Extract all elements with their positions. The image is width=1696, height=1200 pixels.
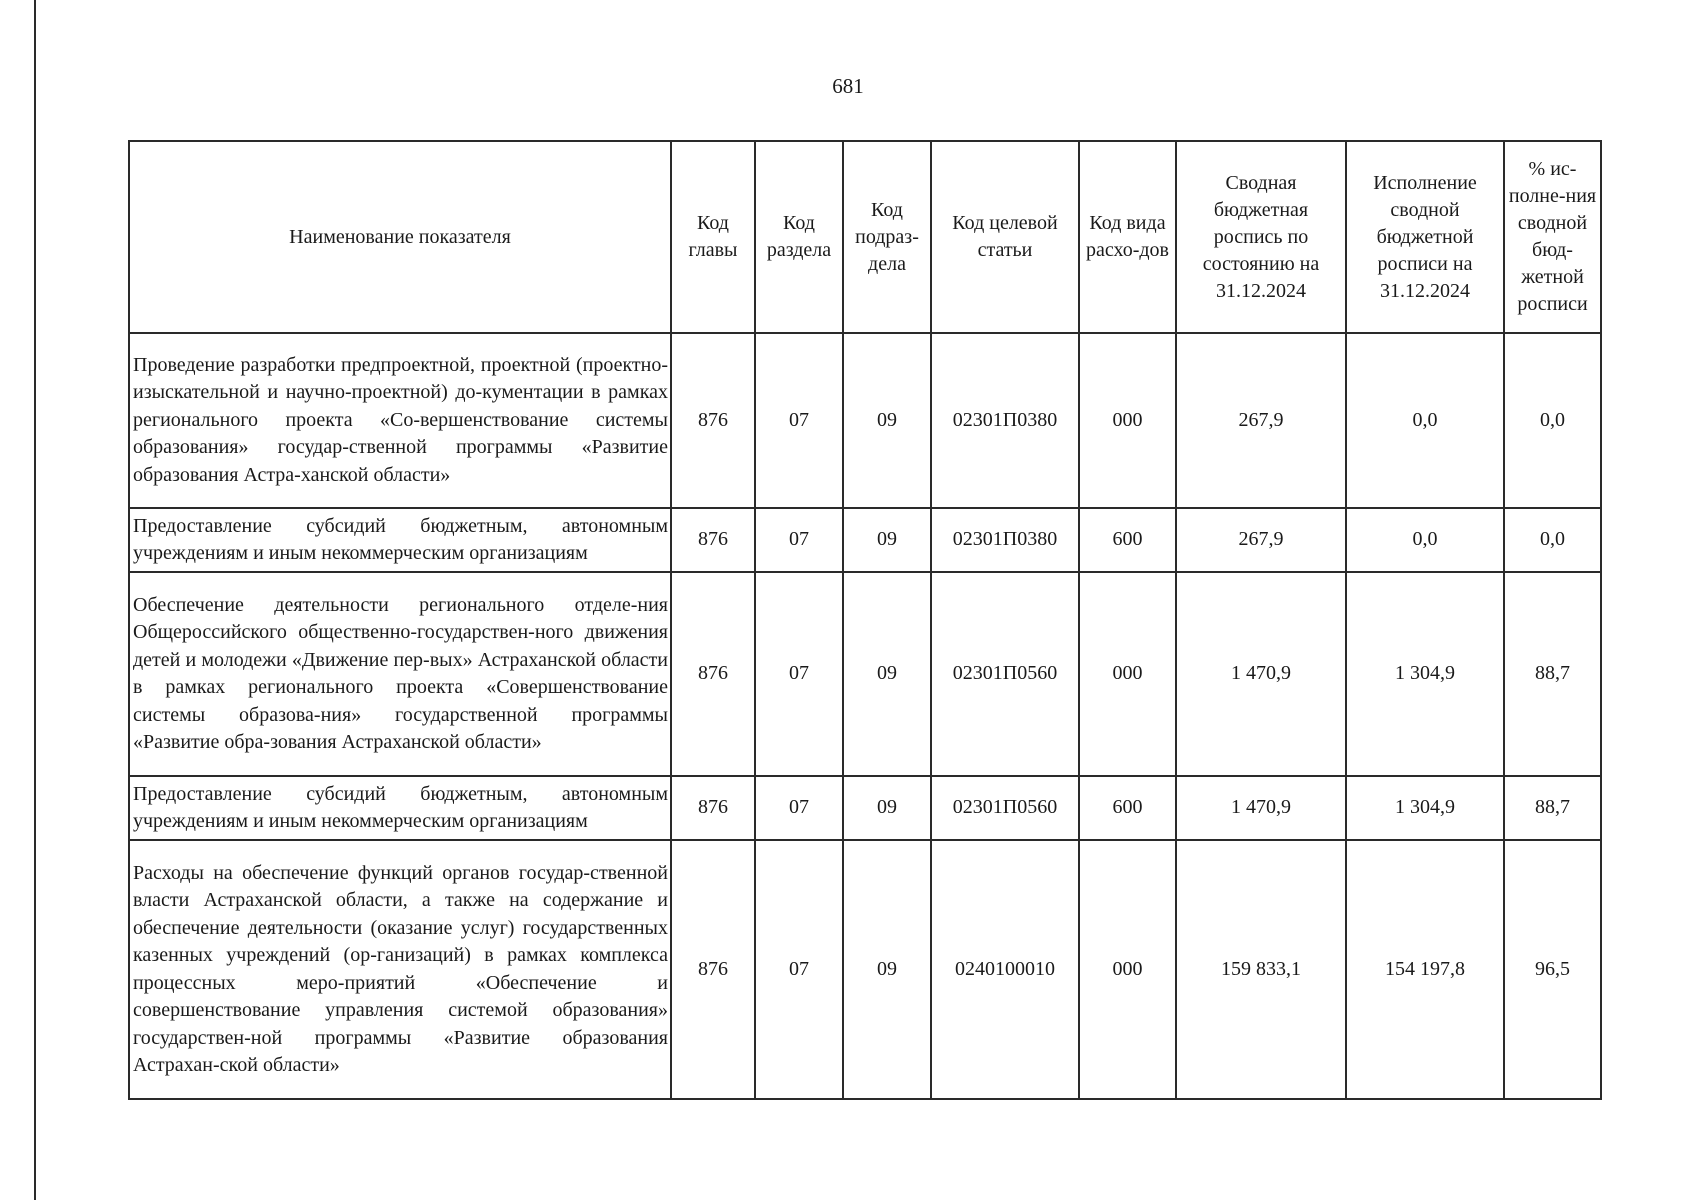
- header-chapter-code: Код главы: [671, 141, 755, 333]
- row-chapter-code: 876: [671, 776, 755, 840]
- header-name: Наименование показателя: [129, 141, 671, 333]
- row-expense-type-code: 600: [1079, 508, 1176, 572]
- row-name: Предоставление субсидий бюджетным, автономным учреждениям и иным некоммерческим организациям: [129, 776, 671, 840]
- table-row: [129, 508, 1601, 572]
- row-subsection-code: 09: [843, 572, 931, 776]
- row-chapter-code: 876: [671, 333, 755, 508]
- header-expense-type-code: Код вида расхо-дов: [1079, 141, 1176, 333]
- row-execution: 154 197,8: [1346, 840, 1504, 1099]
- row-expense-type-code: 000: [1079, 572, 1176, 776]
- row-expense-type-code: 000: [1079, 333, 1176, 508]
- header-subsection-code: Код подраз-дела: [843, 141, 931, 333]
- row-execution: 1 304,9: [1346, 776, 1504, 840]
- row-execution-percent: 0,0: [1504, 508, 1601, 572]
- header-section-code: Код раздела: [755, 141, 843, 333]
- row-execution-percent: 88,7: [1504, 776, 1601, 840]
- row-planned-budget: 267,9: [1176, 333, 1346, 508]
- header-target-code: Код целевой статьи: [931, 141, 1079, 333]
- row-planned-budget: 159 833,1: [1176, 840, 1346, 1099]
- row-section-code: 07: [755, 508, 843, 572]
- header-planned-budget: Сводная бюджетная роспись по состоянию на 31.12.2024: [1176, 141, 1346, 333]
- row-planned-budget: 267,9: [1176, 508, 1346, 572]
- table-row: [129, 333, 1601, 508]
- row-name: Проведение разработки предпроектной, проектной (проектно-изыскательной и научно-проектной) до-кументации в рамках регионального проекта «Со-вершенствование системы образования» государ-ственной программы «Развитие образования Астра-ханской области»: [129, 333, 671, 508]
- header-execution-percent: % ис-полне-ния сводной бюд-жетной росписи: [1504, 141, 1601, 333]
- row-section-code: 07: [755, 840, 843, 1099]
- row-planned-budget: 1 470,9: [1176, 572, 1346, 776]
- row-expense-type-code: 000: [1079, 840, 1176, 1099]
- row-target-code: 02301П0380: [931, 333, 1079, 508]
- row-subsection-code: 09: [843, 840, 931, 1099]
- page-number: 681: [832, 74, 864, 98]
- row-execution-percent: 88,7: [1504, 572, 1601, 776]
- row-execution: 0,0: [1346, 333, 1504, 508]
- row-execution-percent: 0,0: [1504, 333, 1601, 508]
- row-subsection-code: 09: [843, 333, 931, 508]
- row-execution-percent: 96,5: [1504, 840, 1601, 1099]
- budget-execution-table: [128, 140, 1602, 1100]
- header-execution: Исполнение сводной бюджетной росписи на 31.12.2024: [1346, 141, 1504, 333]
- table-row: [129, 840, 1601, 1099]
- row-name: Обеспечение деятельности регионального отделе-ния Общероссийского общественно-государствен-ного движения детей и молодежи «Движение пер-вых» Астраханской области в рамках регионального проекта «Совершенствование системы образова-ния» государственной программы «Развитие обра-зования Астраханской области»: [129, 572, 671, 776]
- row-subsection-code: 09: [843, 776, 931, 840]
- row-target-code: 02301П0380: [931, 508, 1079, 572]
- row-subsection-code: 09: [843, 508, 931, 572]
- table-row: [129, 776, 1601, 840]
- table-row: [129, 572, 1601, 776]
- row-target-code: 0240100010: [931, 840, 1079, 1099]
- row-section-code: 07: [755, 776, 843, 840]
- row-chapter-code: 876: [671, 508, 755, 572]
- row-section-code: 07: [755, 572, 843, 776]
- row-target-code: 02301П0560: [931, 776, 1079, 840]
- row-section-code: 07: [755, 333, 843, 508]
- row-chapter-code: 876: [671, 572, 755, 776]
- row-name: Предоставление субсидий бюджетным, автономным учреждениям и иным некоммерческим организациям: [129, 508, 671, 572]
- row-target-code: 02301П0560: [931, 572, 1079, 776]
- row-planned-budget: 1 470,9: [1176, 776, 1346, 840]
- left-margin-line: [34, 0, 36, 1200]
- row-chapter-code: 876: [671, 840, 755, 1099]
- row-execution: 0,0: [1346, 508, 1504, 572]
- table-header-row: [129, 141, 1601, 333]
- row-expense-type-code: 600: [1079, 776, 1176, 840]
- row-name: Расходы на обеспечение функций органов государ-ственной власти Астраханской области, а также на содержание и обеспечение деятельности (оказание услуг) государственных казенных учреждений (ор-ганизаций) в рамках комплекса процессных меро-приятий «Обеспечение и совершенствование управления системой образования» государствен-ной программы «Развитие образования Астрахан-ской области»: [129, 840, 671, 1099]
- row-execution: 1 304,9: [1346, 572, 1504, 776]
